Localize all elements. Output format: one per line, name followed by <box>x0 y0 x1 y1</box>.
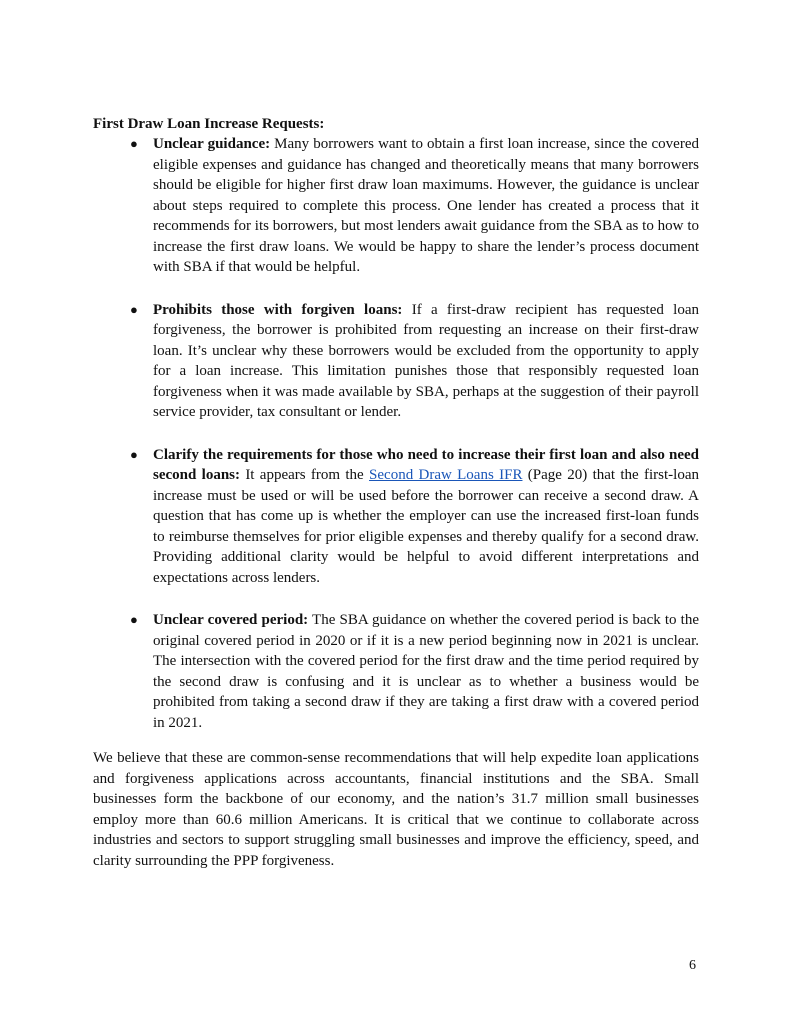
page-number: 6 <box>689 958 696 973</box>
item-title: Prohibits those with forgiven loans: <box>153 301 403 318</box>
item-text-before-link: It appears from the <box>240 467 370 483</box>
list-item <box>93 300 699 423</box>
item-title: Clarify the requirements for those who need to increase their first loan and also need second loans: <box>153 446 699 483</box>
item-text: Many borrowers want to obtain a first loan increase, since the covered eligible expenses and guidance has changed and theoretically means that many borrowers should be eligible for higher first draw loan maximums. However, the guidance is unclear about steps required to complete this process. One lender has created a process that it recommends for its borrowers, but most lenders await guidance from the SBA as to how to increase the first draw loans. We would be happy to share the lender’s process document with SBA if that would be helpful. <box>153 136 699 275</box>
bullet-icon: ● <box>130 446 138 462</box>
item-text: If a first-draw recipient has requested loan forgiveness, the borrower is prohibited from requesting an increase on their first-draw loan. It’s unclear why these borrowers would be excluded from the opportunity to apply for a loan increase. This limitation punishes those that responsibly requested loan forgiveness when it was made available by SBA, perhaps at the suggestion of their payroll service provider, tax consultant or lender. <box>153 301 699 420</box>
closing-paragraph: We believe that these are common-sense recommendations that will help expedite loan applications and forgiveness applications across accountants, financial institutions and the SBA. Small businesses form the backbone of our economy, and the nation’s 31.7 million small businesses employ more than 60.6 million Americans. It is critical that we continue to collaborate across industries and sectors to support struggling small businesses and improve the efficiency, speed, and clarity surrounding the PPP forgiveness. <box>93 750 699 869</box>
bullet-icon: ● <box>130 612 138 627</box>
item-text: The SBA guidance on whether the covered period is back to the original covered period in 2020 or if it is a new period beginning now in 2021 is unclear. The intersection with the covered period for the first draw and the time period required by the second draw is confusing and it is unclear as to whether a business would be prohibited from taking a second draw if they are taking a first draw with a covered period in 2021. <box>153 612 699 731</box>
second-draw-loans-ifr-link[interactable]: Second Draw Loans IFR <box>369 467 523 483</box>
item-title: Unclear guidance: <box>153 136 271 152</box>
recommendation-list <box>93 134 699 755</box>
section-heading: First Draw Loan Increase Requests: <box>93 116 325 132</box>
list-item <box>93 134 699 278</box>
item-text-after-link: (Page 20) that the first-loan increase must be used or will be used before the borrower can receive a second draw. A question that has come up is whether the employer can use the increased first-loan funds to reimburse themselves for prior eligible expenses and thereby qualify for a second draw. Providing additional clarity would be helpful to avoid different interpretations and expectations across lenders. <box>153 467 699 586</box>
bullet-icon: ● <box>130 301 138 317</box>
bullet-icon: ● <box>130 136 138 151</box>
item-title: Unclear covered period: <box>153 612 309 628</box>
list-item <box>93 610 699 733</box>
list-item <box>93 445 699 589</box>
